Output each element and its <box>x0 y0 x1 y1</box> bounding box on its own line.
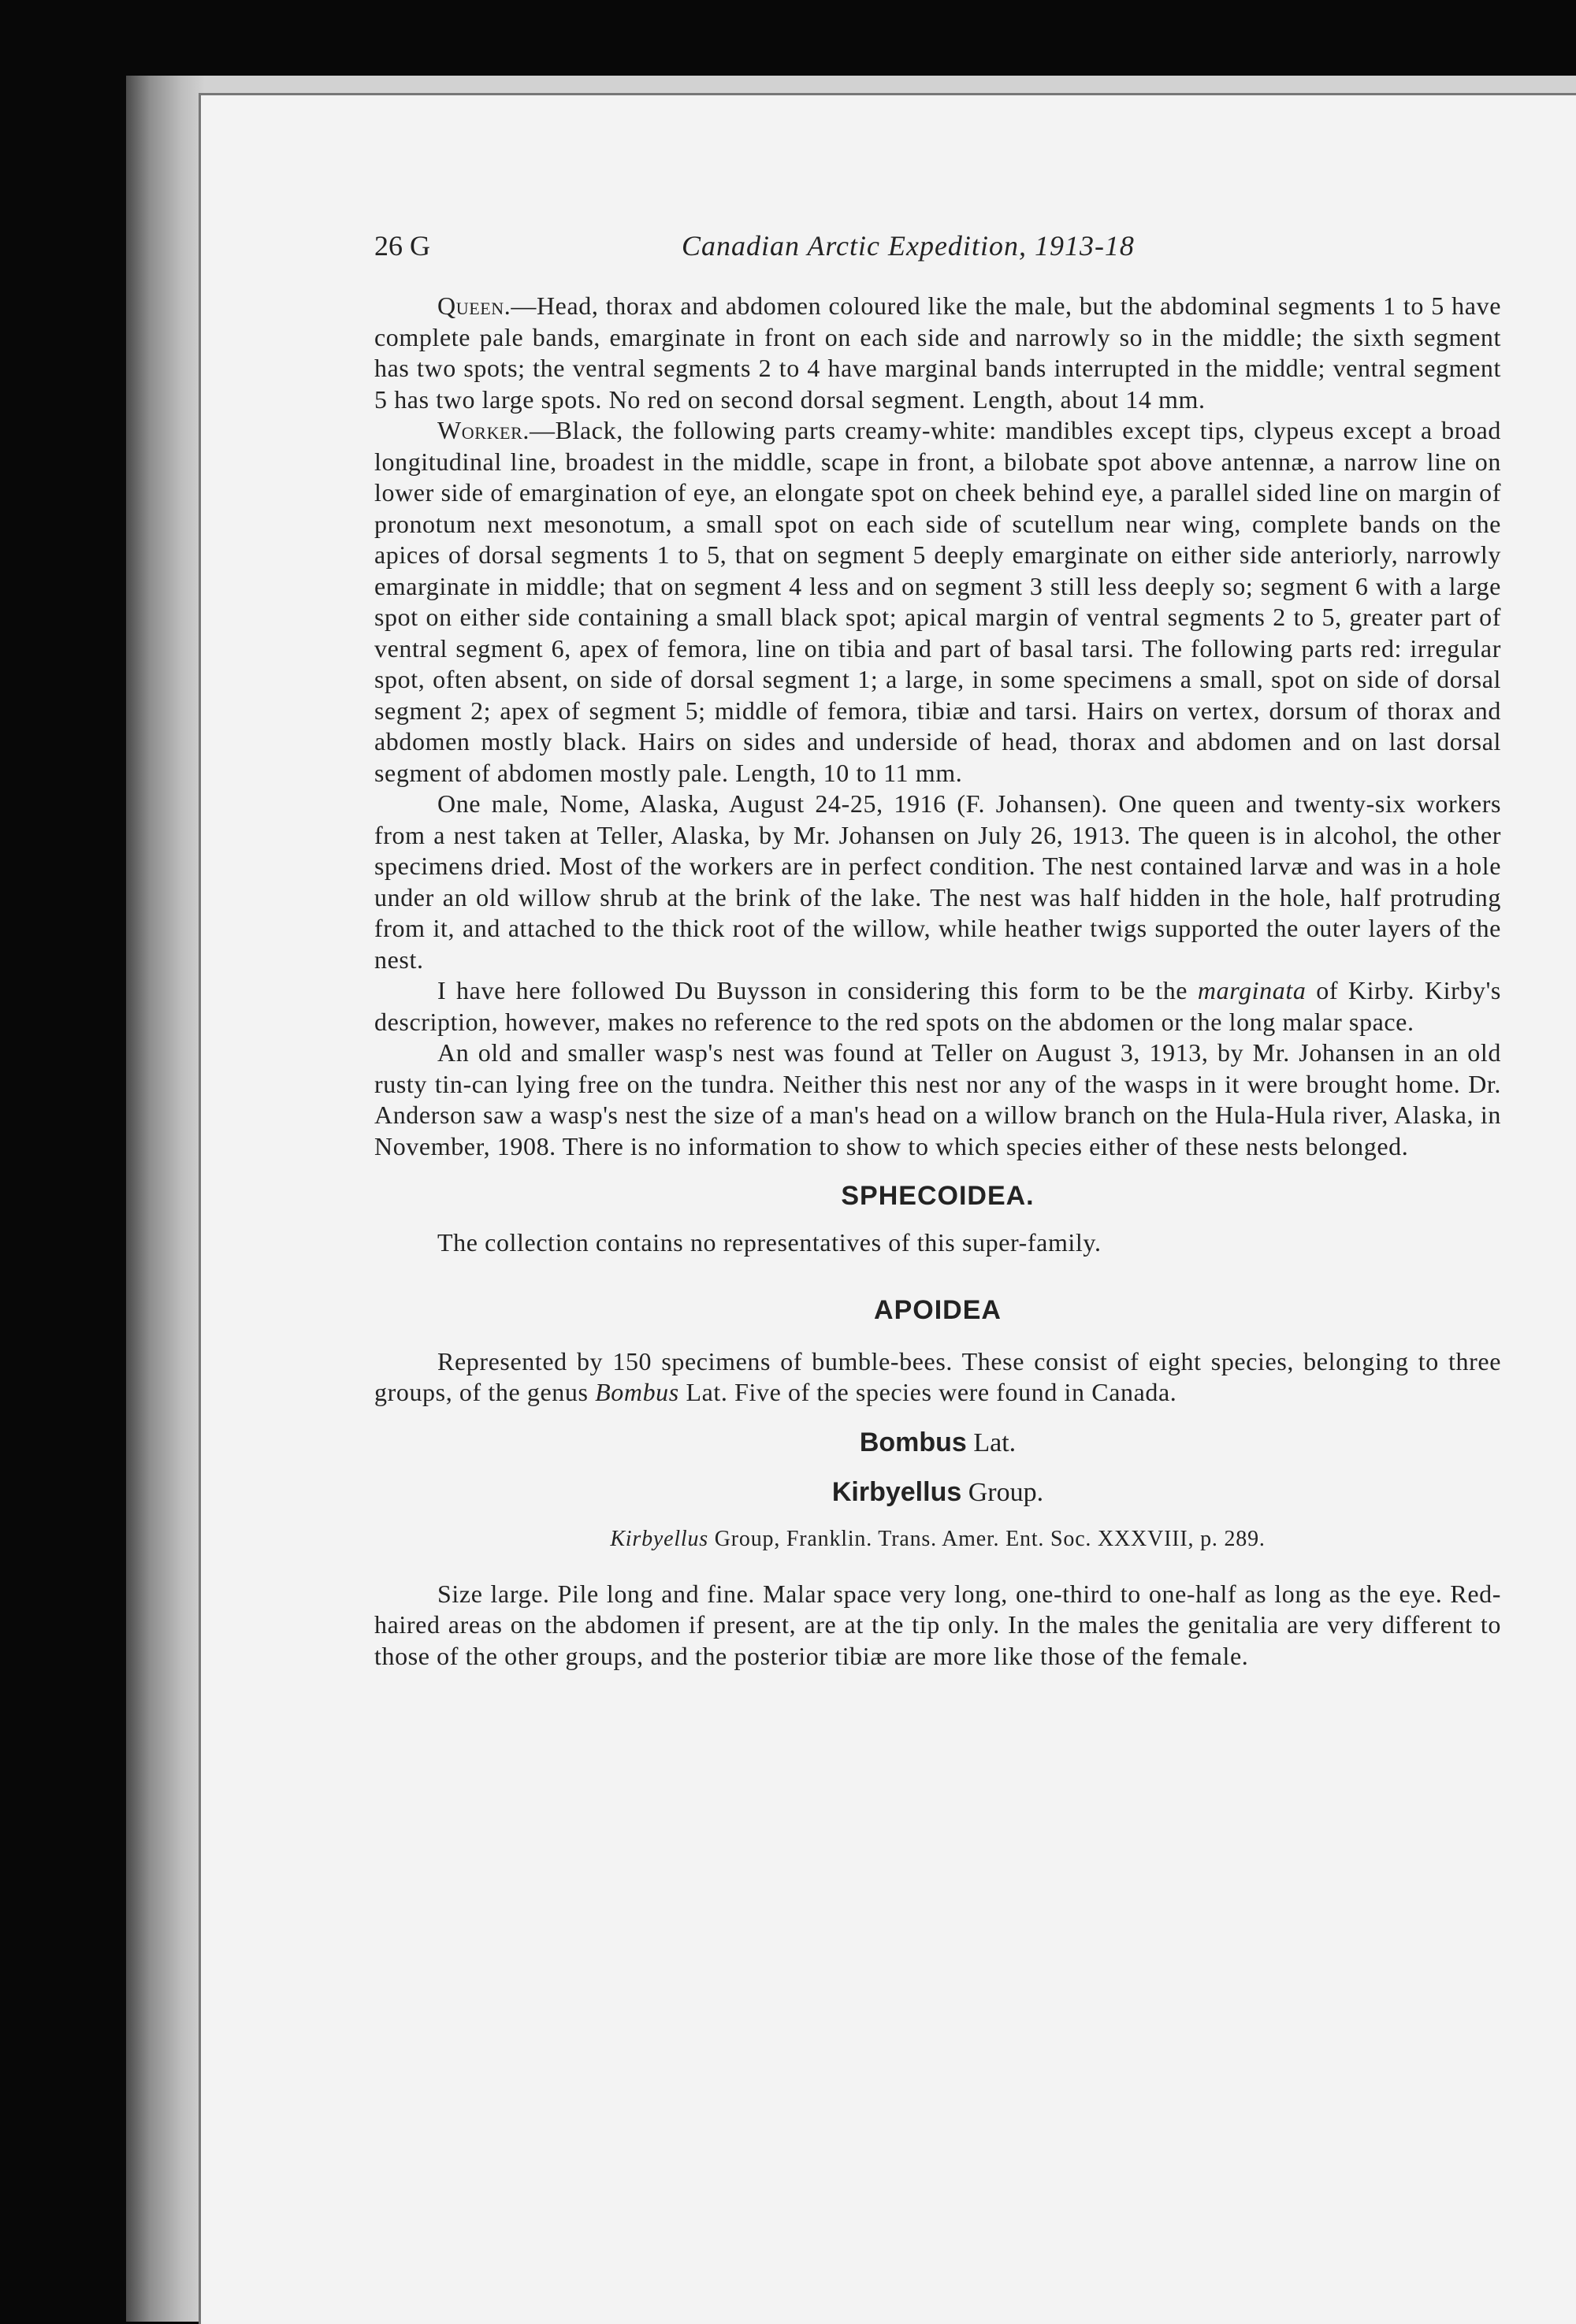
old-nest-paragraph: An old and smaller wasp's nest was found at Teller on August 3, 1913, by Mr. Johansen in an old rusty tin-can lying free on the tundra. Neither this nest nor any of the wasps in it were brought home. Dr. Anderson saw a wasp's nest the size of a man's head on a willow branch on the Hula-Hula river, Alaska, in November, 1908. There is no information to show to which species either of these nests belonged. <box>374 1038 1501 1160</box>
apoidea-text-a: Represented by 150 specimens of bumble-bees. These consist of eight species, belonging to three groups, of the genus <box>374 1346 1501 1406</box>
reference-text: Group, Franklin. Trans. Amer. Ent. Soc. XXXVIII, p. 289. <box>708 1526 1266 1551</box>
apoidea-paragraph <box>374 1346 1501 1409</box>
running-head <box>374 229 1501 277</box>
marginata-term: marginata <box>1197 976 1307 1004</box>
reference-taxon: Kirbyellus <box>610 1526 708 1551</box>
group-description-paragraph: Size large. Pile long and fine. Malar space very long, one-third to one-half as long as the eye. Red-haired areas on the abdomen if present, are at the tip only. In the males the genitalia are very different to those of the other groups, and the posterior tibiæ are more like those of the female. <box>374 1579 1501 1670</box>
genus-author: Lat. <box>966 1427 1017 1457</box>
genus-heading <box>374 1427 1501 1458</box>
du-buysson-text-b: of Kirby. Kirby's description, however, makes no reference to the red spots on the abdomen or the long malar space. <box>374 976 1501 1036</box>
queen-paragraph <box>374 291 1501 415</box>
group-suffix: Group. <box>961 1477 1044 1507</box>
bombus-term: Bombus <box>595 1378 679 1406</box>
sphecoidea-heading: SPHECOIDEA. <box>841 1181 1035 1211</box>
queen-label: Queen <box>437 291 504 320</box>
worker-paragraph <box>374 415 1501 789</box>
reference-line <box>374 1527 1501 1552</box>
records-paragraph: One male, Nome, Alaska, August 24-25, 1916 (F. Johansen). One queen and twenty-six workers from a nest taken at Teller, Alaska, by Mr. Johansen on July 26, 1913. The queen is in alcohol, the other specimens dried. Most of the workers are in perfect condition. The nest contained larvæ and was in a hole under an old willow shrub at the brink of the lake. The nest was half hidden in the hole, half protruding from it, and attached to the thick root of the willow, while heather twigs supported the outer layers of the nest. <box>374 789 1501 974</box>
page-number: 26 G <box>374 230 430 262</box>
document-page <box>199 93 1576 2324</box>
page-content <box>374 229 1501 1672</box>
queen-text: .—Head, thorax and abdomen coloured like the male, but the abdominal segments 1 to 5 have complete pale bands, emarginate in front on each side and narrowly so in the middle; the sixth segment has two spots; the ventral segments 2 to 4 have marginal bands interrupted in the middle; ventral segment 5 has two large spots. No red on second dorsal segment. Length, about 14 mm. <box>374 291 1501 414</box>
running-title: Canadian Arctic Expedition, 1913-18 <box>682 230 1135 262</box>
genus-name: Bombus <box>859 1427 967 1457</box>
du-buysson-text-a: I have here followed Du Buysson in considering this form to be the <box>437 976 1198 1004</box>
worker-text: .—Black, the following parts creamy-white: mandibles except tips, clypeus except a broad longitudinal line, broadest in the middle, scape in front, a bilobate spot above antennæ, a narrow line on lower side of emargination of eye, an elongate spot on cheek behind eye, a parallel sided line on margin of pronotum next mesonotum, a small spot on each side of scutellum near wing, complete bands on the apices of dorsal segments 1 to 5, that on segment 5 deeply emarginate on either side anteriorly, narrowly emarginate in middle; that on segment 4 less and on segment 3 still less deeply so; segment 6 with a large spot on either side containing a small black spot; apical margin of ventral segments 2 to 5, greater part of ventral segment 6, apex of femora, line on tibia and part of basal tarsi. The following parts red: irregular spot, often absent, on side of dorsal segment 1; a large, in some specimens a small, spot on side of dorsal segment 2; apex of segment 5; middle of femora, tibiæ and tarsi. Hairs on vertex, dorsum of thorax and abdomen mostly black. Hairs on sides and underside of head, thorax and abdomen and on last dorsal segment of abdomen mostly pale. Length, 10 to 11 mm. <box>374 416 1501 787</box>
apoidea-heading: APOIDEA <box>874 1294 1002 1325</box>
worker-label: Worker <box>437 416 523 444</box>
apoidea-text-b: Lat. Five of the species were found in Canada. <box>678 1378 1177 1406</box>
group-name: Kirbyellus <box>831 1476 962 1507</box>
group-heading <box>374 1477 1501 1508</box>
du-buysson-paragraph <box>374 975 1501 1038</box>
sphecoidea-paragraph: The collection contains no representatives of this super-family. <box>437 1228 1102 1257</box>
